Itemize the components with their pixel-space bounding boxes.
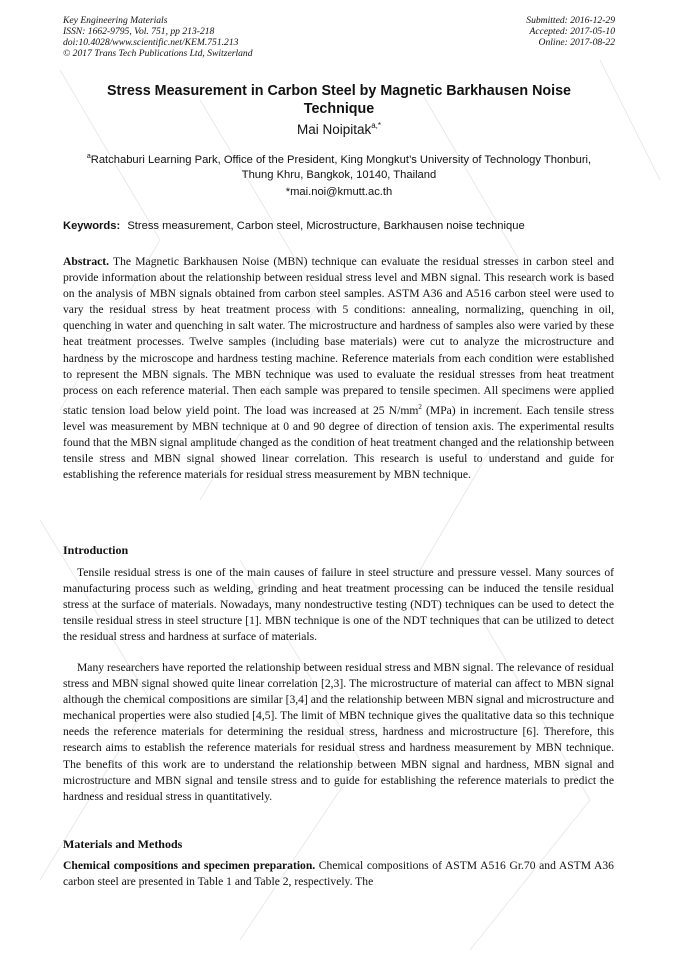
methods-heading: Materials and Methods: [63, 837, 183, 851]
journal-issn: ISSN: 1662-9795, Vol. 751, pp 213-218: [63, 26, 215, 37]
journal-info: [63, 15, 253, 59]
introduction-paragraph-2: Many researchers have reported the relationship between residual stress and MBN signal. The relevance of residual stress and MBN signal showed quite linear correlation [2,3]. The microstructure of material can affect to MBN signal although the chemical compositions are similar [3,4] and the relationship between MBN signal and microstructure and mechanical properties were also studied [4,5]. The limit of MBN technique gives the qualitative data so this technique needs the reference materials for determining the residual stress, hardness and microstructure [6]. Therefore, this research aims to establish the reference materials for residual stress and hardness measurement by MBN technique. The benefits of this work are to understand the relationship between MBN signal and hardness, MBN signal and microstructure and MBN signal and tensile stress and to guide for establishing the reference materials to predict the hardness and residual stress in quantitatively.: [63, 661, 614, 803]
submitted-date: Submitted: 2016-12-29: [526, 15, 615, 26]
author-superscript: a,*: [371, 121, 382, 130]
journal-doi: doi:10.4028/www.scientific.net/KEM.751.213: [63, 37, 239, 48]
paper-title: Stress Measurement in Carbon Steel by Magnetic Barkhausen Noise Technique: [107, 83, 571, 117]
methods-subheading: Chemical compositions and specimen preparation.: [63, 859, 316, 872]
affiliation: [70, 149, 608, 183]
introduction-paragraph-1: Tensile residual stress is one of the main causes of failure in steel structure and pressure vessel. Many sources of manufacturing process such as welding, grinding and heat treatment processing can be induced the tensile residual stress at the surface of materials. Nowadays, many nondestructive testing (NDT) techniques can be used to detect the tensile residual stress in steel structure [1]. MBN technique is one of the NDT techniques that can be utilized to detect the residual stress and hardness at surface of materials.: [63, 566, 614, 644]
author-line: [63, 121, 615, 137]
keywords-label: Keywords:: [63, 220, 121, 232]
keywords: [63, 220, 615, 232]
abstract-superscript: 2: [418, 402, 422, 411]
author-name: Mai Noipitak: [296, 122, 372, 137]
abstract-text-b: (MPa) in increment. Each tensile stress level was measurement by MBN technique at 0 and 90 degree of direction of tension axis. The experimental results found that the MBN signal amplitude changed as the condition of heat treatment changed and the relationship between tensile stress and MBN signal showed linear correlation. This research is useful to understand and guide for establishing the reference materials for residual stress measurement by MBN technique.: [63, 403, 614, 482]
accepted-date: Accepted: 2017-05-10: [529, 26, 615, 37]
methods-paragraph: [63, 858, 614, 890]
journal-copyright: © 2017 Trans Tech Publications Ltd, Switzerland: [63, 48, 253, 59]
methods-text: Chemical compositions of ASTM A516 Gr.70 and ASTM A36 carbon steel are presented in Table 1 and Table 2, respectively. The: [63, 859, 614, 889]
abstract-label: Abstract.: [63, 255, 110, 268]
journal-name: Key Engineering Materials: [63, 15, 168, 26]
abstract: [63, 254, 614, 483]
affiliation-text: Ratchaburi Learning Park, Office of the President, King Mongkut’s University of Technology Thonburi, Thung Khru, Bangkok, 10140, Thailand: [90, 154, 592, 181]
affiliation-superscript: a: [86, 153, 91, 160]
abstract-text-a: The Magnetic Barkhausen Noise (MBN) technique can evaluate the residual stresses in carbon steel and provide information about the relationship between residual stress level and MBN signal. This research work is based on the analysis of MBN signals obtained from carbon steel samples. ASTM A36 and A516 carbon steel were used to vary the residual stress by heat treatment process with 5 conditions: annealing, normalizing, quenching in oil, quenching in water and quenching in salt water. The microstructure and hardness of samples also were varied by these heat treatment processes. Twelve samples (including base materials) were cut to analyze the microstructure and hardness by the microscope and hardness testing machine. Reference materials from each condition were established to represent the MBN signals. The MBN technique was used to evaluate the residual stresses from heat treatment process on each reference material. Then each sample was prepared to tensile specimen. All specimens were applied static tension load below yield point. The load was increased at 25 N/mm: [63, 255, 614, 417]
keywords-text: Stress measurement, Carbon steel, Microstructure, Barkhausen noise technique: [127, 220, 525, 232]
publication-dates: [526, 15, 615, 48]
author-email: *mai.noi@kmutt.ac.th: [285, 186, 393, 198]
online-date: Online: 2017-08-22: [538, 37, 615, 48]
introduction-heading: Introduction: [63, 543, 129, 557]
